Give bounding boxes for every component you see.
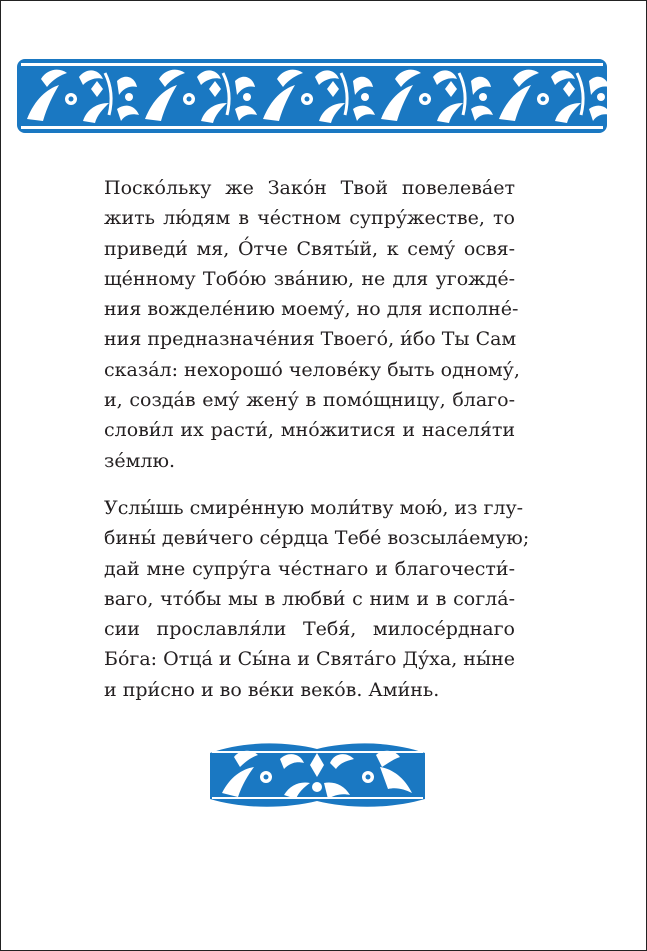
text-line: ния вожделе́нию моему́, но для исполне́-: [104, 298, 519, 321]
floral-vignette-icon: [204, 739, 431, 809]
text-line: приведи́ мя, О́тче Святы́й, к сему́ освя-: [104, 237, 515, 260]
text-line: ния предназначе́ния Твоего́, и́бо Ты Сам: [104, 328, 517, 351]
floral-border-icon: [17, 59, 607, 133]
text-line: сии прославля́ли Тебя́, милосе́рднаго: [104, 618, 515, 641]
text-line: Услы́шь смире́нную моли́тву мою́, из глу-: [104, 496, 524, 519]
text-line: дай мне супру́га че́стнаго и благочести́-: [104, 557, 515, 580]
text-line: ваго, что́бы мы в любви́ с ним и в согла́-: [104, 587, 515, 610]
text-line: слови́л их расти́, мно́житися и населя́ти: [104, 419, 515, 442]
text-line: Бо́га: Отца́ и Сы́на и Свята́го Ду́ха, ны́не: [104, 648, 515, 671]
text-line: сказа́л: нехорошо́ челове́ку быть одному́,: [104, 358, 520, 381]
paragraph-spacer: [104, 476, 515, 493]
prayer-paragraph: [104, 493, 530, 705]
text-line: жить лю́дям в че́стном супру́жестве, то: [104, 207, 515, 230]
text-line: зе́млю.: [104, 449, 176, 472]
prayer-paragraph: [104, 173, 520, 476]
text-line: и при́сно и во ве́ки веко́в. Ами́нь.: [104, 678, 440, 701]
text-line: ще́нному Тобо́ю зва́нию, не для угожде́-: [104, 267, 515, 290]
text-line: и, созда́в ему́ жену́ в помо́щницу, благо-: [104, 389, 515, 412]
text-line: Поско́льку же Зако́н Твой повелева́ет: [104, 177, 515, 199]
text-line: бины́ деви́чего се́рдца Тебе́ возсыла́емую;: [104, 527, 530, 550]
prayer-text: [104, 173, 530, 705]
